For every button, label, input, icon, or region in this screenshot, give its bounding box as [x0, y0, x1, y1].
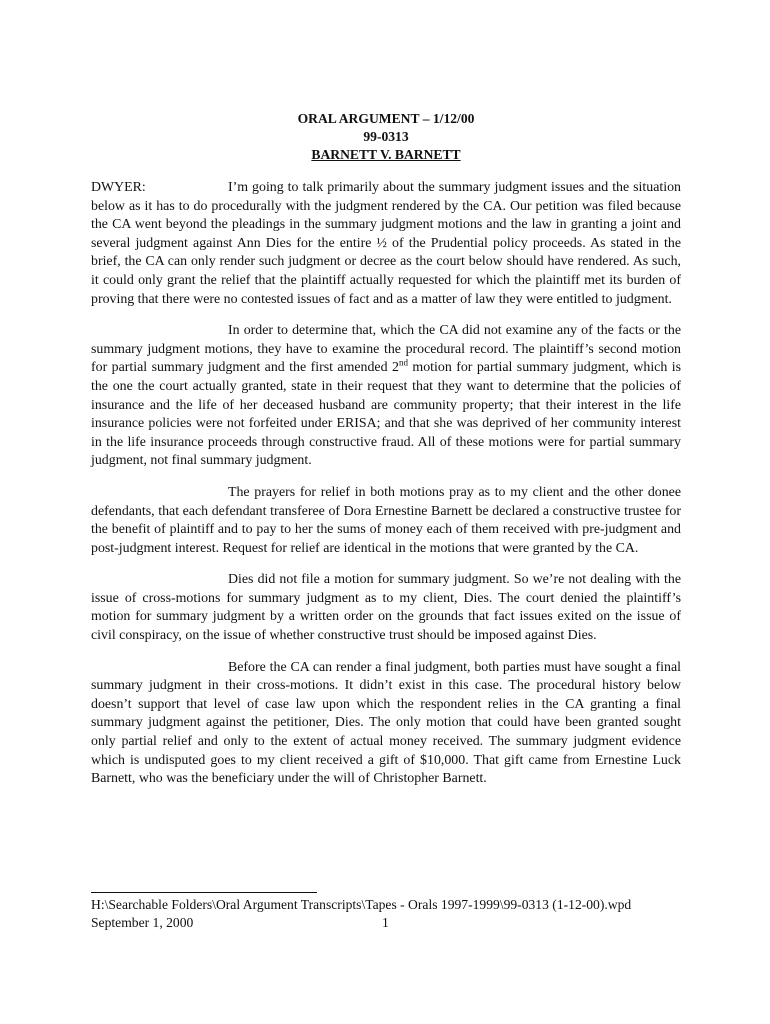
footer-date-row: [91, 914, 691, 932]
page-number: 1: [382, 915, 389, 930]
footer-date: September 1, 2000: [91, 915, 194, 930]
page-footer: [91, 896, 691, 932]
paragraph-3: The prayers for relief in both motions pray as to my client and the other donee defendants, that each defendant transferee of Dora Ernestine Barnett be declared a constructive trustee for the benefit of plaintiff and to pay to her the sums of money each of them received with pre-judgment and post-judgment interest. Request for relief are identical in the motions that were granted by the CA.: [91, 484, 681, 556]
paragraph-2: [91, 322, 681, 471]
paragraph-1: [91, 179, 681, 309]
transcript-body: [91, 179, 681, 789]
paragraph-4: Dies did not file a motion for summary judgment. So we’re not dealing with the issue of cross-motions for summary judgment as to my client, Dies. The court denied the plaintiff’s motion for summary judgment by a written order on the grounds that fact issues exited on the issue of civil conspiracy, on the issue of whether constructive trust should be imposed against Dies.: [91, 572, 681, 644]
ordinal-suffix: nd: [398, 357, 408, 368]
paragraph-2-text-b: motion for partial summary judgment, which is the one the court actually granted, state in their request that they want to determine that the policies of insurance and the life of her deceased husband are community property; that their interest in the life insurance policies were not forfeited under ERISA; and that she was deprived of her community interest in the life insurance proceeds through constructive fraud. All of these motions were for partial summary judgment, not final summary judgment.: [91, 360, 682, 469]
docket-number: 99-0313: [363, 129, 409, 144]
file-path: H:\Searchable Folders\Oral Argument Transcripts\Tapes - Orals 1997-1999\99-0313 (1-12-00).wpd: [91, 897, 632, 912]
case-name: BARNETT V. BARNETT: [311, 147, 461, 162]
document-page: [91, 110, 681, 802]
footer-divider: [91, 892, 317, 893]
document-header: [91, 110, 681, 164]
speaker-label: DWYER:: [91, 180, 146, 195]
paragraph-1-text: I’m going to talk primarily about the summary judgment issues and the situation below as it has to do procedurally with the judgment rendered by the CA. Our petition was filed because the CA went beyond the pleadings in the summary judgment motions and the law in granting a joint and several judgment against Ann Dies for the entire ½ of the Prudential policy proceeds. As stated in the brief, the CA can only render such judgment or decree as the court below should have rendered. As such, it could only grant the relief that the plaintiff actually requested for which the plaintiff met its burden of proving that there were no contested issues of fact and as a matter of law they were entitled to judgment.: [91, 180, 681, 307]
paragraph-2-text-a: In order to determine that, which the CA did not examine any of the facts or the summary judgment motions, they have to examine the procedural record. The plaintiff’s second motion for partial summary judgment and the first amended 2: [91, 323, 681, 376]
document-title: ORAL ARGUMENT – 1/12/00: [297, 111, 475, 126]
paragraph-5: Before the CA can render a final judgment, both parties must have sought a final summary judgment in their cross-motions. It didn’t exist in this case. The procedural history below doesn’t support that level of case law upon which the respondent relies in the CA granting a final summary judgment against the petitioner, Dies. The only motion that could have been granted sought only partial relief and only to the extent of actual money received. The summary judgment evidence which is undisputed goes to my client received a gift of $10,000. That gift came from Ernestine Luck Barnett, who was the beneficiary under the will of Christopher Barnett.: [91, 659, 681, 787]
